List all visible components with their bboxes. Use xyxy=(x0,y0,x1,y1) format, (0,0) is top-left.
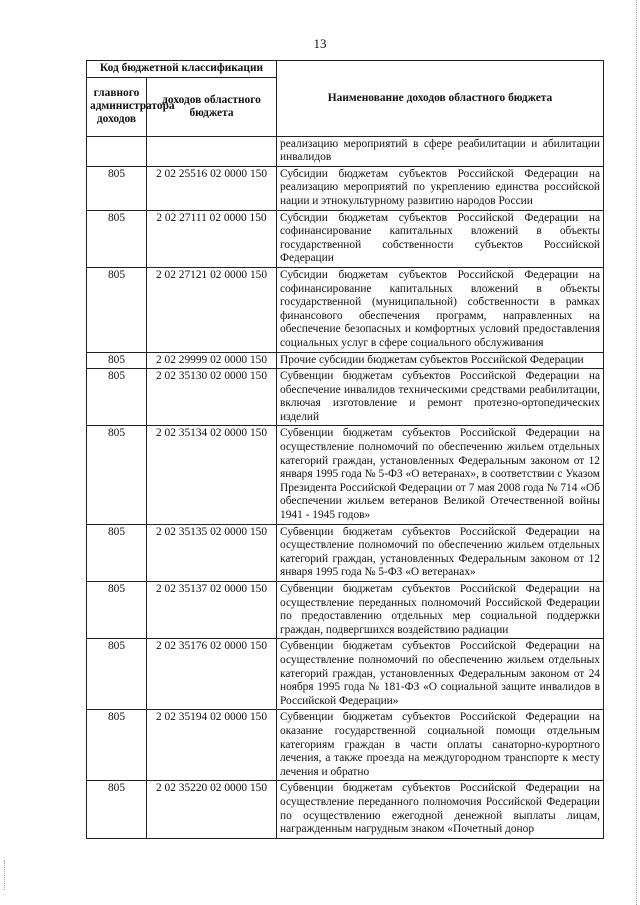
table-row xyxy=(87,369,604,426)
admin-code-cell: 805 xyxy=(87,352,147,369)
admin-code-cell: 805 xyxy=(87,369,147,426)
admin-code-cell: 805 xyxy=(87,710,147,781)
income-name-cell: Субвенции бюджетам субъектов Российской Федерации на осуществление полномочий по обеспечению жильем отдельных категорий граждан, установленных Федеральным законом от 24 ноября 1995 года № 181-ФЗ «О социальной защите инвалидов в Российской Федерации» xyxy=(277,639,604,710)
income-code-cell: 2 02 35130 02 0000 150 xyxy=(147,369,277,426)
table-row xyxy=(87,166,604,210)
budget-classification-code-header: Код бюджетной классификации xyxy=(87,61,277,78)
income-name-header: Наименование доходов областного бюджета xyxy=(277,61,604,137)
scan-edge-left xyxy=(4,860,6,890)
income-name-cell: Прочие субсидии бюджетам субъектов Российской Федерации xyxy=(277,352,604,369)
income-code-cell: 2 02 25516 02 0000 150 xyxy=(147,166,277,210)
table-row xyxy=(87,267,604,352)
table-row xyxy=(87,426,604,524)
table-row xyxy=(87,781,604,838)
table-row xyxy=(87,639,604,710)
table-row xyxy=(87,136,604,166)
table-row xyxy=(87,524,604,581)
admin-code-cell: 805 xyxy=(87,166,147,210)
table-row xyxy=(87,352,604,369)
income-code-cell: 2 02 35194 02 0000 150 xyxy=(147,710,277,781)
admin-code-cell: 805 xyxy=(87,582,147,639)
income-code-cell: 2 02 35135 02 0000 150 xyxy=(147,524,277,581)
admin-code-cell: 805 xyxy=(87,267,147,352)
budget-classification-table xyxy=(86,60,604,839)
income-name-cell: Субвенции бюджетам субъектов Российской Федерации на оказание государственной социальной помощи отдельным категориям граждан в части оплаты санаторно-курортного лечения, а также проезда на междугородном транспорте к месту лечения и обратно xyxy=(277,710,604,781)
income-code-cell: 2 02 27111 02 0000 150 xyxy=(147,210,277,267)
income-name-cell: реализацию мероприятий в сфере реабилитации и абилитации инвалидов xyxy=(277,136,604,166)
income-name-cell: Субвенции бюджетам субъектов Российской Федерации на осуществление переданных полномочий Российской Федерации по предоставлению отдельных мер социальной поддержки граждан, подвергшихся воздействию радиации xyxy=(277,582,604,639)
income-name-cell: Субвенции бюджетам субъектов Российской Федерации на осуществление полномочий по обеспечению жильем отдельных категорий граждан, установленных Федеральным законом от 12 января 1995 года № 5-ФЗ «О ветеранах» xyxy=(277,524,604,581)
income-name-cell: Субсидии бюджетам субъектов Российской Федерации на софинансирование капитальных вложений в объекты государственной (муниципальной) собственности в рамках финансового обеспечения программ, направленных на обеспечение безопасных и комфортных условий предоставления социальных услуг в сфере социального обслуживания xyxy=(277,267,604,352)
income-code-cell: 2 02 27121 02 0000 150 xyxy=(147,267,277,352)
regional-income-code-header: доходов областного бюджета xyxy=(147,77,277,136)
income-name-cell: Субвенции бюджетам субъектов Российской Федерации на осуществление полномочий по обеспечению жильем отдельных категорий граждан, установленных Федеральным законом от 12 января 1995 года № 5-ФЗ «О ветеранах», в соответствии с Указом Президента Российской Федерации от 7 мая 2008 года № 714 «Об обеспечении жильем ветеранов Великой Отечественной войны 1941 - 1945 годов» xyxy=(277,426,604,524)
chief-administrator-header: главного администратора доходов xyxy=(87,77,147,136)
admin-code-cell: 805 xyxy=(87,639,147,710)
income-name-cell: Субвенции бюджетам субъектов Российской Федерации на осуществление переданного полномочия Российской Федерации по осуществлению ежегодной денежной выплаты лицам, награжденным нагрудным знаком «Почетный донор xyxy=(277,781,604,838)
header-row-group xyxy=(87,61,604,78)
income-code-cell: 2 02 35134 02 0000 150 xyxy=(147,426,277,524)
income-name-cell: Субсидии бюджетам субъектов Российской Федерации на реализацию мероприятий по укреплению единства российской нации и этнокультурному развитию народов России xyxy=(277,166,604,210)
admin-code-cell xyxy=(87,136,147,166)
page-number: 13 xyxy=(313,36,327,51)
admin-code-cell: 805 xyxy=(87,524,147,581)
admin-code-cell: 805 xyxy=(87,210,147,267)
table-header xyxy=(87,61,604,137)
income-code-cell: 2 02 29999 02 0000 150 xyxy=(147,352,277,369)
scan-edge-right xyxy=(635,0,637,905)
income-code-cell xyxy=(147,136,277,166)
table-row xyxy=(87,710,604,781)
admin-code-cell: 805 xyxy=(87,781,147,838)
admin-code-cell: 805 xyxy=(87,426,147,524)
income-name-cell: Субвенции бюджетам субъектов Российской Федерации на обеспечение инвалидов техническими средствами реабилитации, включая изготовление и ремонт протезно-ортопедических изделий xyxy=(277,369,604,426)
income-name-cell: Субсидии бюджетам субъектов Российской Федерации на софинансирование капитальных вложений в объекты государственной собственности субъектов Российской Федерации xyxy=(277,210,604,267)
table-body xyxy=(87,136,604,838)
income-code-cell: 2 02 35176 02 0000 150 xyxy=(147,639,277,710)
income-code-cell: 2 02 35220 02 0000 150 xyxy=(147,781,277,838)
table-row xyxy=(87,582,604,639)
table-row xyxy=(87,210,604,267)
income-code-cell: 2 02 35137 02 0000 150 xyxy=(147,582,277,639)
